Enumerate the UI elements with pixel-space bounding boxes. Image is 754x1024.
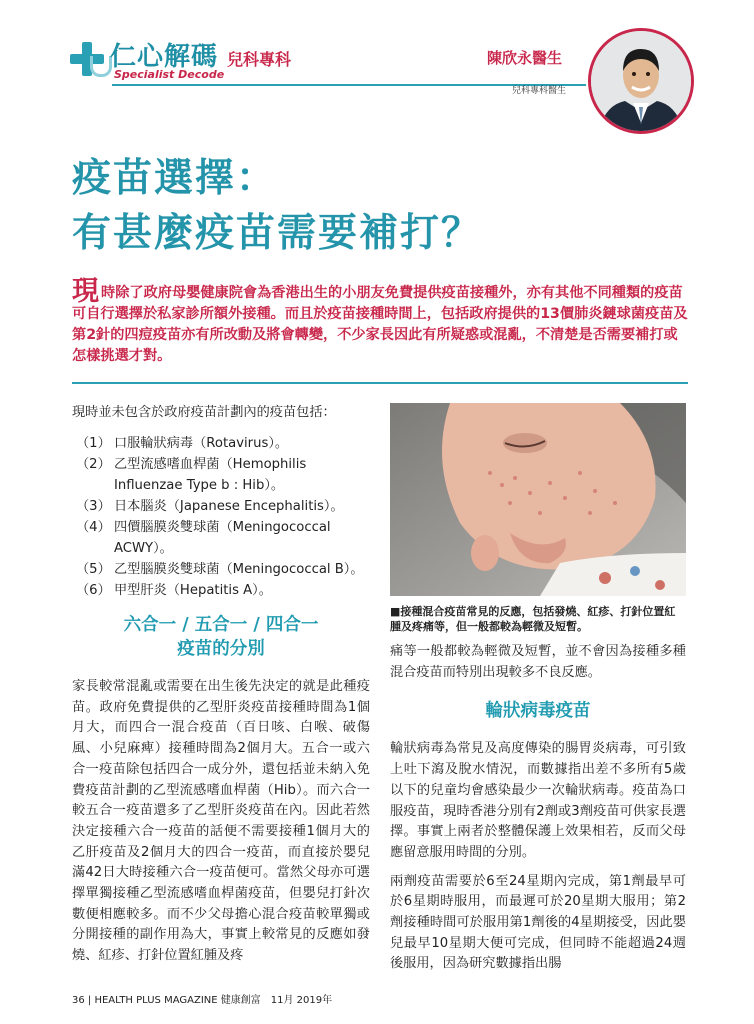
intro-text: 時除了政府母嬰健康院會為香港出生的小朋友免費提供疫苗接種外，亦有其他不同種類的疫苗可自行選擇於私家診所額外接種。而且於疫苗接種時間上，包括政府提供的13價肺炎鏈球菌疫苗及第2針的四痘疫苗亦有所改動及將會轉變，不少家長因此有所疑惑或混亂，不清楚是否需要補打或怎樣挑選才對。 [72, 285, 688, 364]
combo-vaccine-paragraph: 家長較常混亂或需要在出生後先決定的就是此種疫苗。政府免費提供的乙型肝炎疫苗接種時間為1個月大，而四合一混合疫苗（百日咳、白喉、破傷風、小兒麻痺）接種時間為2個月大。五合一或六合一疫苗除包括四合一成分外，還包括並未納入免費疫苗計劃的乙型流感嗜血桿菌（Hib）。而六合一較五合一疫苗還多了乙型肝炎疫苗在內。因此若然決定接種六合一疫苗的話便不需要接種1個月大的乙肝疫苗及2個月大的四合一疫苗，而直接於嬰兒滿42日大時接種六合一疫苗便可。當然父母亦可選擇單獨接種乙型流感嗜血桿菌疫苗，但嬰兒打針次數便相應較多。而不少父母擔心混合疫苗較單獨或分開接種的副作用為大，事實上較常見的反應如發燒、紅疹、打針位置紅腫及疼 [72, 679, 370, 964]
page-footer: 36 | HEALTH PLUS MAGAZINE 健康創富 11月 2019年 [72, 995, 333, 1006]
list-number: （6） [76, 583, 111, 598]
list-text: 四價腦膜炎雙球菌（Meningococcal ACWY）。 [114, 520, 331, 556]
left-column [72, 402, 370, 967]
list-text: 甲型肝炎（Hepatitis A）。 [114, 583, 272, 598]
section-heading-line1: 六合一 / 五合一 / 四合一 [123, 615, 319, 635]
brand-name: 仁心解碼 [110, 42, 219, 72]
doctor-name: 陳欣永醫生 [487, 49, 563, 67]
intro-divider [72, 382, 688, 384]
list-number: （3） [76, 499, 111, 514]
continued-paragraph: 痛等一般都較為輕微及短暫，並不會因為接種多種混合疫苗而特別出現較多不良反應。 [390, 644, 686, 680]
section-heading-combo-vaccines [72, 613, 370, 661]
list-number: （2） [76, 457, 111, 472]
article-title-line1: 疫苗選擇： [72, 156, 278, 201]
section-heading-line2: 疫苗的分別 [177, 639, 265, 659]
intro-paragraph [72, 276, 688, 367]
list-number: （4） [76, 520, 111, 535]
vaccine-list [72, 433, 370, 601]
section-heading-rotavirus: 輪狀病毒疫苗 [485, 701, 591, 722]
photo-caption: ■接種混合疫苗常見的反應，包括發燒、紅疹、打針位置紅腫及疼痛等，但一般都較為輕微及短暫。 [390, 605, 676, 633]
list-number: （1） [76, 436, 111, 451]
list-text: 乙型腦膜炎雙球菌（Meningococcal B）。 [114, 562, 364, 577]
list-item [72, 517, 370, 559]
article-title-line2: 有甚麼疫苗需要補打？ [72, 211, 483, 256]
doctor-portrait [588, 28, 694, 134]
vaccine-list-lead: 現時並未包含於政府疫苗計劃內的疫苗包括： [72, 405, 336, 420]
department-label: 兒科專科 [227, 50, 292, 69]
list-item [72, 496, 370, 517]
list-item [72, 433, 370, 454]
list-item [72, 580, 370, 601]
right-column [390, 642, 686, 975]
drop-cap: 現 [72, 276, 99, 307]
rotavirus-paragraph-2: 兩劑疫苗需要於6至24星期內完成，第1劑最早可於6星期時服用，而最遲可於20星期大服用；第2劑接種時間可於服用第1劑後的4星期接受，因此嬰兒最早10星期大便可完成，但同時不能超過24週後服用，因為研究數據指出腸 [390, 873, 686, 972]
list-item [72, 454, 370, 496]
brand-subtitle: Specialist Decode [114, 68, 225, 81]
list-text: 日本腦炎（Japanese Encephalitis）。 [114, 499, 344, 514]
list-text: 口服輪狀病毒（Rotavirus）。 [114, 436, 289, 451]
logo-cross-icon [70, 42, 104, 76]
list-item [72, 559, 370, 580]
baby-rash-photo [390, 403, 686, 596]
rotavirus-paragraph-1: 輪狀病毒為常見及高度傳染的腸胃炎病毒，可引致上吐下瀉及脫水情況，而數據指出差不多所有5歲以下的兒童均會感染最少一次輪狀病毒。疫苗為口服疫苗，現時香港分別有2劑或3劑疫苗可供家長選擇。事實上兩者於整體保護上效果相若，反而父母應留意服用時間的分別。 [390, 741, 686, 860]
doctor-title: 兒科專科醫生 [512, 86, 567, 96]
list-text: 乙型流感嗜血桿菌（Hemophilis Influenzae Type b : Hib）。 [114, 457, 307, 493]
list-number: （5） [76, 562, 111, 577]
